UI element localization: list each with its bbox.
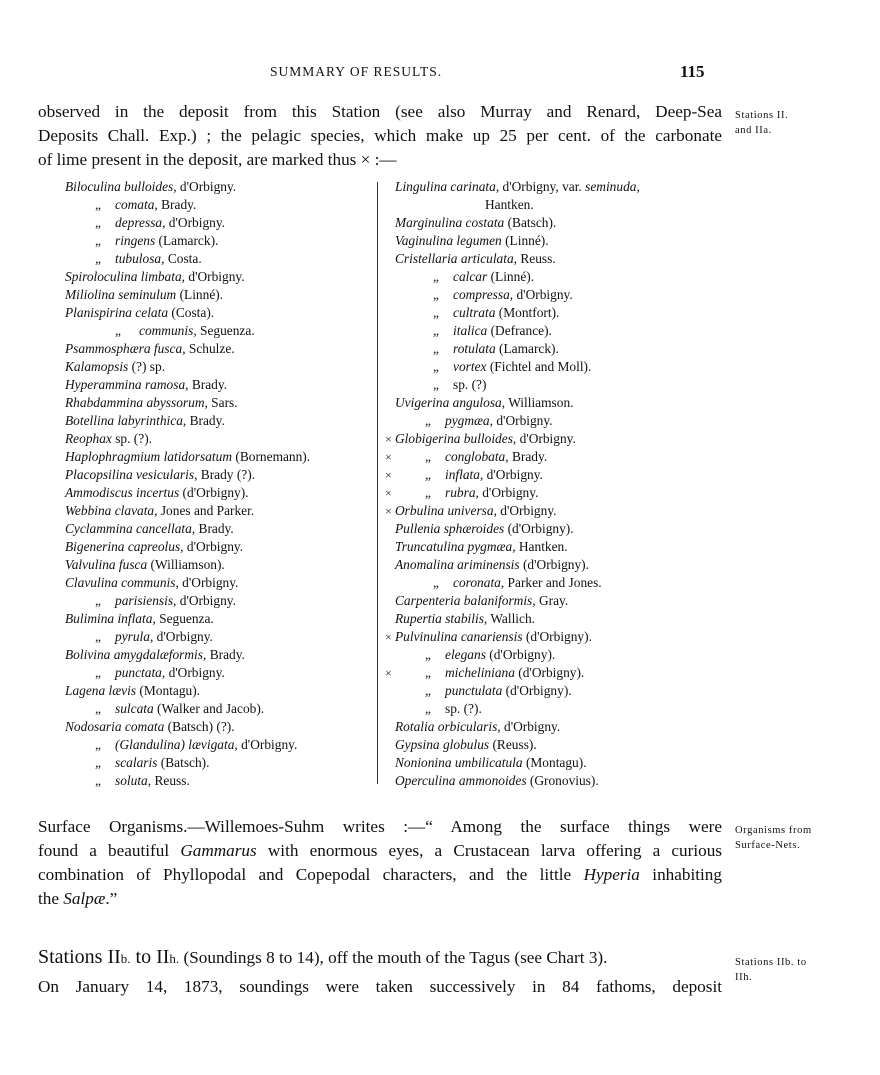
taxon-authority: (d'Orbigny). xyxy=(522,629,592,644)
ditto-mark: „ xyxy=(425,413,431,428)
taxon-variety: seminuda xyxy=(585,179,637,194)
taxon-authority: , Brady. xyxy=(191,521,234,536)
stations-line: On January 14, 1873, soundings were taken successively in 84 fathoms, deposit xyxy=(38,977,722,996)
species-entry xyxy=(385,700,725,718)
species-entry xyxy=(385,718,725,736)
taxon-name: Spiroloculina limbata xyxy=(65,269,182,284)
side-note-line: Stations IIb. to xyxy=(735,957,807,968)
taxon-name: Truncatulina pygmæa xyxy=(395,539,513,554)
taxon-name: elegans xyxy=(445,647,486,662)
species-entry xyxy=(385,214,725,232)
taxon-authority: (d'Orbigny). xyxy=(519,557,589,572)
taxon-name: Reophax xyxy=(65,431,112,446)
taxon-authority: , d'Orbigny. xyxy=(175,575,239,590)
taxon-name: ringens xyxy=(115,233,156,248)
surface-text: combination of Phyllopodal and Copepodal characters, and the little xyxy=(38,865,584,884)
ditto-mark: „ xyxy=(433,269,439,284)
taxon-authority: , xyxy=(636,179,640,194)
species-entry xyxy=(55,592,375,610)
side-note-line: Stations II. xyxy=(735,110,789,121)
ditto-mark: „ xyxy=(433,287,439,302)
taxon-name: cultrata xyxy=(453,305,496,320)
species-entry xyxy=(385,340,725,358)
species-entry xyxy=(55,466,375,484)
species-entry xyxy=(385,772,725,790)
species-entry xyxy=(55,754,375,772)
taxon-name: Lagena lævis xyxy=(65,683,137,698)
ditto-mark: „ xyxy=(95,215,101,230)
taxon-name: Kalamopsis xyxy=(65,359,129,374)
taxon-name: Orbulina universa xyxy=(395,503,494,518)
species-entry xyxy=(55,250,375,268)
species-entry xyxy=(385,430,725,448)
taxon-name: Rhabdammina abyssorum xyxy=(65,395,205,410)
taxon-authority: , d'Orbigny. xyxy=(180,539,244,554)
ditto-mark: „ xyxy=(433,305,439,320)
taxon-authority: , Brady. xyxy=(185,377,228,392)
intro-line: of lime present in the deposit, are marked thus × :— xyxy=(38,150,397,169)
taxon-authority: , Reuss. xyxy=(147,773,190,788)
species-entry xyxy=(385,664,725,682)
species-entry xyxy=(385,484,725,502)
taxon-authority: sp. (?) xyxy=(453,377,487,392)
ditto-mark: „ xyxy=(425,647,431,662)
taxon-name: tubulosa xyxy=(115,251,162,266)
taxon-name: Gypsina globulus xyxy=(395,737,490,752)
species-entry xyxy=(385,286,725,304)
taxon-authority: Hantken. xyxy=(485,197,534,212)
ditto-mark: „ xyxy=(425,701,431,716)
species-entry xyxy=(55,430,375,448)
taxon-authority: (Linné). xyxy=(501,233,549,248)
taxon-name: vortex xyxy=(453,359,487,374)
species-entry xyxy=(385,322,725,340)
species-entry xyxy=(55,682,375,700)
taxon-name: calcar xyxy=(453,269,488,284)
species-entry xyxy=(55,700,375,718)
taxon-name: Planispirina celata xyxy=(65,305,169,320)
taxon-authority: (Lamarck). xyxy=(155,233,219,248)
taxon-authority: (?) sp. xyxy=(128,359,166,374)
taxon-name: Carpenteria balaniformis xyxy=(395,593,533,608)
taxon-name: Salpæ xyxy=(63,889,106,908)
page-number: 115 xyxy=(680,62,705,81)
species-entry xyxy=(55,610,375,628)
surface-line xyxy=(38,839,722,863)
taxon-authority: , d'Orbigny. xyxy=(493,503,557,518)
species-list-left xyxy=(55,178,375,790)
ditto-mark: „ xyxy=(95,737,101,752)
taxon-authority: , d'Orbigny. xyxy=(512,431,576,446)
taxon-authority: (Batsch). xyxy=(157,755,210,770)
ditto-mark: „ xyxy=(433,377,439,392)
taxon-authority: , Brady. xyxy=(182,413,225,428)
taxon-name: punctulata xyxy=(445,683,503,698)
column-divider xyxy=(377,182,378,784)
species-entry xyxy=(55,664,375,682)
species-entry xyxy=(55,178,375,196)
side-note-line: IIh. xyxy=(735,972,753,983)
taxon-authority: (Montagu). xyxy=(136,683,201,698)
ditto-mark: „ xyxy=(425,683,431,698)
ditto-mark: „ xyxy=(433,341,439,356)
species-entry xyxy=(55,376,375,394)
taxon-authority: (Batsch) (?). xyxy=(164,719,235,734)
species-entry xyxy=(55,772,375,790)
taxon-name: Pulvinulina canariensis xyxy=(395,629,523,644)
pelagic-mark: × xyxy=(385,504,392,518)
taxon-authority: , Jones and Parker. xyxy=(154,503,255,518)
surface-line xyxy=(38,815,722,839)
taxon-name: punctata xyxy=(115,665,162,680)
side-note-line: Organisms from xyxy=(735,825,812,836)
taxon-authority: , d'Orbigny. xyxy=(234,737,298,752)
species-entry xyxy=(385,304,725,322)
taxon-name: Webbina clavata xyxy=(65,503,155,518)
ditto-mark: „ xyxy=(95,197,101,212)
species-entry xyxy=(55,484,375,502)
taxon-authority: , d'Orbigny, var. xyxy=(495,179,586,194)
taxon-name: Pullenia sphæroides xyxy=(395,521,505,536)
pelagic-mark: × xyxy=(385,432,392,446)
intro-line: observed in the deposit from this Station (see also Murray and Renard, Deep-Sea xyxy=(38,102,722,121)
species-entry xyxy=(55,538,375,556)
ditto-mark: „ xyxy=(95,233,101,248)
taxon-name: Uvigerina angulosa xyxy=(395,395,502,410)
surface-text: the xyxy=(38,889,64,908)
taxon-name: communis xyxy=(139,323,194,338)
pelagic-mark: × xyxy=(385,450,392,464)
taxon-name: coronata xyxy=(453,575,501,590)
pelagic-mark: × xyxy=(385,486,392,500)
stations-text: (Soundings 8 to 14), off the mouth of the Tagus (see Chart 3). xyxy=(179,948,608,967)
species-entry xyxy=(385,628,725,646)
taxon-authority: , d'Orbigny. xyxy=(479,467,543,482)
taxon-authority: (Lamarck). xyxy=(495,341,559,356)
species-entry xyxy=(385,466,725,484)
taxon-name: Bolivina amygdalæformis xyxy=(65,647,203,662)
taxon-authority: , d'Orbigny. xyxy=(475,485,539,500)
surface-line xyxy=(38,863,722,887)
species-entry xyxy=(385,394,725,412)
species-entry xyxy=(55,520,375,538)
taxon-authority: , d'Orbigny. xyxy=(489,413,553,428)
species-entry xyxy=(385,574,725,592)
species-entry xyxy=(55,340,375,358)
taxon-name: parisiensis xyxy=(115,593,174,608)
taxon-name: (Glandulina) lævigata xyxy=(115,737,235,752)
taxon-authority: (Fichtel and Moll). xyxy=(486,359,592,374)
species-entry xyxy=(385,502,725,520)
species-entry xyxy=(385,556,725,574)
taxon-name: Hyperia xyxy=(583,865,640,884)
taxon-authority: (Montagu). xyxy=(522,755,587,770)
species-entry xyxy=(385,592,725,610)
species-entry xyxy=(385,610,725,628)
species-entry xyxy=(55,358,375,376)
species-entry xyxy=(55,628,375,646)
taxon-name: Hyperammina ramosa xyxy=(65,377,186,392)
pelagic-mark: × xyxy=(385,468,392,482)
taxon-authority: , Reuss. xyxy=(513,251,556,266)
taxon-authority: sp. (?). xyxy=(111,431,153,446)
taxon-name: Bigenerina capreolus xyxy=(65,539,181,554)
taxon-authority: , Costa. xyxy=(161,251,202,266)
taxon-name: Clavulina communis xyxy=(65,575,176,590)
side-note-stations-ii xyxy=(735,108,875,138)
species-entry xyxy=(55,736,375,754)
side-note-line: and IIa. xyxy=(735,125,772,136)
species-entry xyxy=(55,214,375,232)
ditto-mark: „ xyxy=(95,755,101,770)
taxon-authority: , Brady (?). xyxy=(194,467,256,482)
taxon-authority: , d'Orbigny. xyxy=(161,665,225,680)
running-head: SUMMARY OF RESULTS. xyxy=(270,64,443,79)
taxon-authority: , Brady. xyxy=(154,197,197,212)
taxon-authority: (Gronovius). xyxy=(526,773,599,788)
taxon-authority: (Linné). xyxy=(176,287,224,302)
taxon-authority: (d'Orbigny). xyxy=(179,485,249,500)
stations-heading-line xyxy=(38,943,722,973)
stations-heading: Stations II xyxy=(38,946,121,968)
species-entry xyxy=(385,448,725,466)
taxon-name: Marginulina costata xyxy=(395,215,505,230)
ditto-mark: „ xyxy=(95,773,101,788)
taxon-name: Placopsilina vesicularis xyxy=(65,467,195,482)
taxon-name: micheliniana xyxy=(445,665,515,680)
species-entry xyxy=(55,448,375,466)
pelagic-mark: × xyxy=(385,666,392,680)
taxon-name: Haplophragmium latidorsatum xyxy=(65,449,233,464)
species-entry xyxy=(55,412,375,430)
species-entry xyxy=(385,682,725,700)
taxon-authority: (Linné). xyxy=(487,269,535,284)
ditto-mark: „ xyxy=(425,485,431,500)
taxon-authority: (Walker and Jacob). xyxy=(153,701,265,716)
taxon-name: Cristellaria articulata xyxy=(395,251,514,266)
species-entry xyxy=(385,178,725,196)
stations-heading: h. xyxy=(169,951,180,966)
intro-paragraph xyxy=(38,100,722,172)
side-note-line: Surface-Nets. xyxy=(735,840,801,851)
taxon-name: Valvulina fusca xyxy=(65,557,148,572)
species-entry xyxy=(55,232,375,250)
taxon-authority: (Williamson). xyxy=(147,557,225,572)
taxon-authority: , d'Orbigny. xyxy=(181,269,245,284)
species-entry xyxy=(385,268,725,286)
taxon-name: Botellina labyrinthica xyxy=(65,413,183,428)
taxon-name: comata xyxy=(115,197,155,212)
species-entry xyxy=(55,394,375,412)
species-entry xyxy=(55,556,375,574)
species-list-right xyxy=(385,178,725,790)
taxon-authority: , d'Orbigny. xyxy=(497,719,561,734)
taxon-name: rotulata xyxy=(453,341,496,356)
taxon-authority: (d'Orbigny). xyxy=(502,683,572,698)
taxon-authority: , Brady. xyxy=(505,449,548,464)
taxon-name: italica xyxy=(453,323,488,338)
ditto-mark: „ xyxy=(433,323,439,338)
ditto-mark: „ xyxy=(433,359,439,374)
taxon-name: Anomalina ariminensis xyxy=(395,557,520,572)
taxon-authority: , d'Orbigny. xyxy=(173,593,236,608)
taxon-authority: (Montfort). xyxy=(495,305,560,320)
surface-text: —Willemoes-Suhm writes :—“ Among the surface things were xyxy=(187,817,722,836)
taxon-authority: (Costa). xyxy=(168,305,215,320)
ditto-mark: „ xyxy=(425,449,431,464)
species-entry xyxy=(55,322,375,340)
intro-line: Deposits Chall. Exp.) ; the pelagic species, which make up 25 per cent. of the carbonate xyxy=(38,126,722,145)
taxon-name: Miliolina seminulum xyxy=(65,287,177,302)
taxon-authority: (Bornemann). xyxy=(232,449,311,464)
pelagic-mark: × xyxy=(385,630,392,644)
species-entry xyxy=(385,646,725,664)
ditto-mark: „ xyxy=(115,323,121,338)
taxon-name: pyrula xyxy=(115,629,150,644)
taxon-authority: (Batsch). xyxy=(504,215,557,230)
taxon-name: inflata xyxy=(445,467,480,482)
surface-text: .” xyxy=(105,889,118,908)
taxon-name: conglobata xyxy=(445,449,506,464)
species-entry xyxy=(55,718,375,736)
species-entry xyxy=(385,376,725,394)
taxon-authority: , d'Orbigny. xyxy=(173,179,237,194)
taxon-authority: (Defrance). xyxy=(487,323,552,338)
ditto-mark: „ xyxy=(425,467,431,482)
ditto-mark: „ xyxy=(433,575,439,590)
taxon-name: Nodosaria comata xyxy=(65,719,165,734)
species-entry xyxy=(385,250,725,268)
taxon-name: depressa xyxy=(115,215,163,230)
taxon-name: sulcata xyxy=(115,701,154,716)
taxon-name: Operculina ammonoides xyxy=(395,773,527,788)
taxon-name: pygmæa xyxy=(445,413,490,428)
stations-heading: to II xyxy=(130,946,170,968)
taxon-authority: , Williamson. xyxy=(501,395,574,410)
taxon-authority: (d'Orbigny). xyxy=(485,647,556,662)
surface-text: with enormous eyes, a Crustacean larva offering a curious xyxy=(256,841,722,860)
taxon-authority: , Gray. xyxy=(532,593,569,608)
species-entry xyxy=(385,754,725,772)
taxon-authority: , d'Orbigny. xyxy=(509,287,573,302)
surface-heading: Surface Organisms. xyxy=(38,817,188,836)
taxon-name: Vaginulina legumen xyxy=(395,233,502,248)
taxon-name: Rupertia stabilis xyxy=(395,611,484,626)
taxon-name: scalaris xyxy=(115,755,158,770)
stations-heading: b. xyxy=(120,951,131,966)
surface-text: found a beautiful xyxy=(38,841,181,860)
taxon-authority: , Hantken. xyxy=(512,539,568,554)
species-entry xyxy=(55,304,375,322)
side-note-organisms xyxy=(735,823,875,853)
taxon-name: Globigerina bulloides xyxy=(395,431,513,446)
taxon-authority: , Seguenza. xyxy=(152,611,214,626)
ditto-mark: „ xyxy=(425,665,431,680)
taxon-authority: , d'Orbigny. xyxy=(162,215,226,230)
species-entry xyxy=(385,196,725,214)
taxon-authority: , Brady. xyxy=(203,647,245,662)
species-entry xyxy=(55,502,375,520)
taxon-name: Bulimina inflata xyxy=(65,611,153,626)
taxon-name: Ammodiscus incertus xyxy=(65,485,180,500)
taxon-authority: (d'Orbigny). xyxy=(514,665,585,680)
taxon-name: rubra xyxy=(445,485,476,500)
taxon-name: soluta xyxy=(115,773,148,788)
taxon-authority: , Wallich. xyxy=(483,611,536,626)
taxon-name: Biloculina bulloides xyxy=(65,179,174,194)
taxon-name: Rotalia orbicularis xyxy=(395,719,498,734)
taxon-authority: (d'Orbigny). xyxy=(504,521,574,536)
species-entry xyxy=(55,196,375,214)
ditto-mark: „ xyxy=(95,593,101,608)
taxon-authority: sp. (?). xyxy=(445,701,482,716)
taxon-name: Lingulina carinata xyxy=(395,179,496,194)
species-entry xyxy=(55,268,375,286)
taxon-name: Nonionina umbilicatula xyxy=(395,755,523,770)
taxon-name: compressa xyxy=(453,287,510,302)
taxon-authority: , Schulze. xyxy=(182,341,235,356)
ditto-mark: „ xyxy=(95,701,101,716)
species-entry xyxy=(385,412,725,430)
taxon-authority: (Reuss). xyxy=(489,737,537,752)
species-entry xyxy=(55,286,375,304)
taxon-name: Psammosphæra fusca xyxy=(65,341,183,356)
surface-organisms-paragraph xyxy=(38,815,722,911)
side-note-stations-iib xyxy=(735,955,875,985)
surface-text: inhabiting xyxy=(639,865,722,884)
stations-paragraph xyxy=(38,943,722,1001)
species-entry xyxy=(385,736,725,754)
species-entry xyxy=(55,574,375,592)
ditto-mark: „ xyxy=(95,665,101,680)
species-entry xyxy=(385,538,725,556)
taxon-authority: , d'Orbigny. xyxy=(149,629,213,644)
species-entry xyxy=(55,646,375,664)
taxon-authority: , Seguenza. xyxy=(193,323,255,338)
surface-line xyxy=(38,887,722,911)
species-entry xyxy=(385,358,725,376)
taxon-name: Cyclammina cancellata xyxy=(65,521,192,536)
ditto-mark: „ xyxy=(95,251,101,266)
taxon-authority: , Sars. xyxy=(204,395,238,410)
species-entry xyxy=(385,520,725,538)
taxon-authority: , Parker and Jones. xyxy=(500,575,602,590)
taxon-name: Gammarus xyxy=(180,841,257,860)
species-entry xyxy=(385,232,725,250)
ditto-mark: „ xyxy=(95,629,101,644)
